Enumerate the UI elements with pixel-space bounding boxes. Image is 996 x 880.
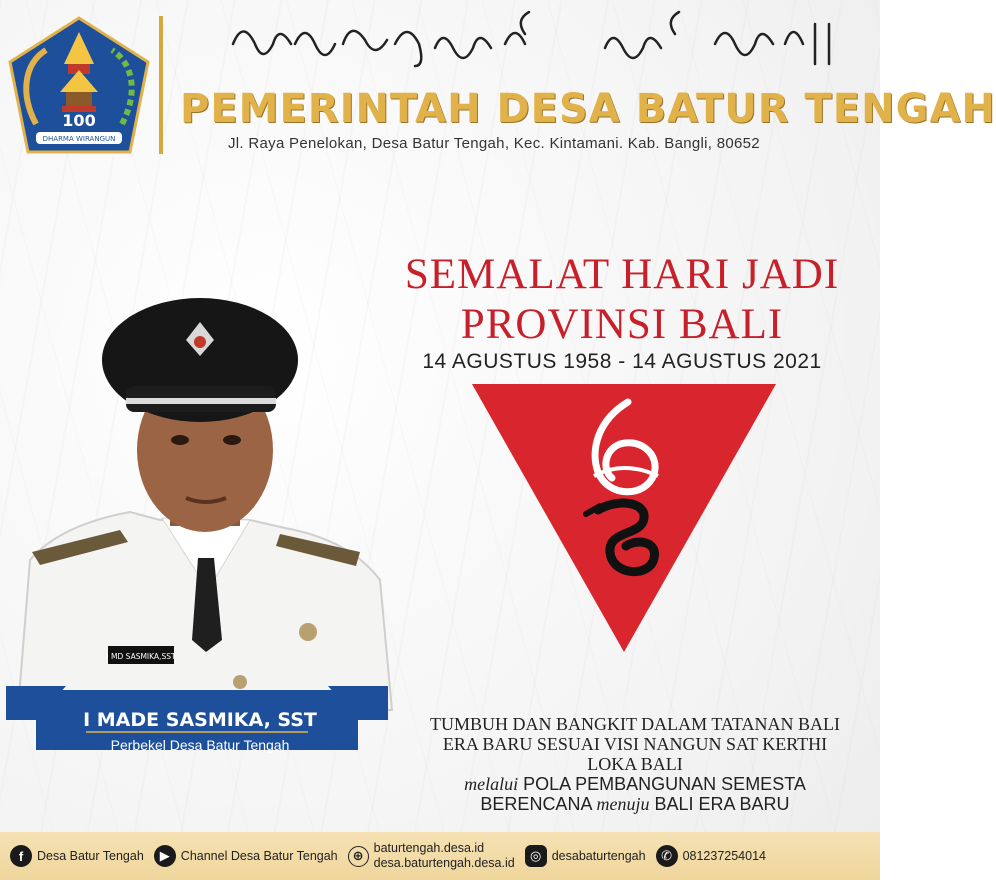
header-divider — [159, 16, 163, 154]
website-1[interactable]: baturtengah.desa.id — [373, 841, 485, 855]
footer-contacts — [0, 832, 880, 880]
globe-icon: ⊕ — [348, 846, 369, 867]
website-contact[interactable] — [348, 841, 515, 871]
headline — [372, 250, 872, 350]
instagram-icon: ◎ — [525, 845, 547, 867]
regency-logo — [6, 14, 152, 156]
youtube-contact[interactable] — [154, 845, 338, 867]
headline-line-1: SEMALAT HARI JADI — [404, 251, 840, 298]
message-line-1: TUMBUH DAN BANGKIT DALAM TATANAN BALI — [430, 714, 840, 734]
message-block — [400, 714, 870, 814]
message-line-5-b: BALI ERA BARU — [654, 794, 790, 814]
anniversary-emblem — [468, 380, 780, 656]
whatsapp-icon: ✆ — [656, 845, 678, 867]
message-line-5 — [400, 794, 870, 814]
message-line-2: ERA BARU SESUAI VISI NANGUN SAT KERTHI — [442, 734, 828, 754]
instagram-contact[interactable] — [525, 845, 646, 867]
whatsapp-contact[interactable] — [656, 845, 766, 867]
portrait-photo — [0, 290, 420, 710]
anniversary-dates: 14 AGUSTUS 1958 - 14 AGUSTUS 2021 — [422, 350, 822, 373]
message-line-4-rest: POLA PEMBANGUNAN SEMESTA — [523, 774, 806, 794]
youtube-label: Channel Desa Batur Tengah — [180, 849, 338, 863]
logo-number: 100 — [62, 111, 96, 130]
person-title: Perbekel Desa Batur Tengah — [110, 737, 290, 753]
facebook-label: Desa Batur Tengah — [37, 849, 144, 863]
website-2[interactable]: desa.baturtengah.desa.id — [373, 856, 515, 870]
instagram-label: desabaturtengah — [551, 849, 646, 863]
message-line-3: LOKA BALI — [587, 754, 683, 774]
organization-address: Jl. Raya Penelokan, Desa Batur Tengah, Kec. Kintamani. Kab. Bangli, 80652 — [228, 135, 760, 152]
youtube-icon: ▶ — [154, 845, 176, 867]
message-line-4 — [400, 774, 870, 794]
name-tag: I MD SASMIKA,SST — [106, 652, 176, 661]
person-name: I MADE SASMIKA, SST — [83, 709, 317, 731]
facebook-icon: f — [10, 845, 32, 867]
message-italic-melalui: melalui — [464, 774, 519, 794]
phone-label: 081237254014 — [682, 849, 766, 863]
organization-title: PEMERINTAH DESA BATUR TENGAH — [180, 86, 996, 132]
logo-motto: DHARMA WIRANGUN — [42, 135, 116, 143]
facebook-contact[interactable] — [10, 845, 144, 867]
message-line-5-a: BERENCANA — [480, 794, 592, 814]
message-italic-menuju: menuju — [596, 794, 650, 814]
headline-line-2: PROVINSI BALI — [460, 301, 784, 348]
balinese-script — [225, 4, 845, 74]
